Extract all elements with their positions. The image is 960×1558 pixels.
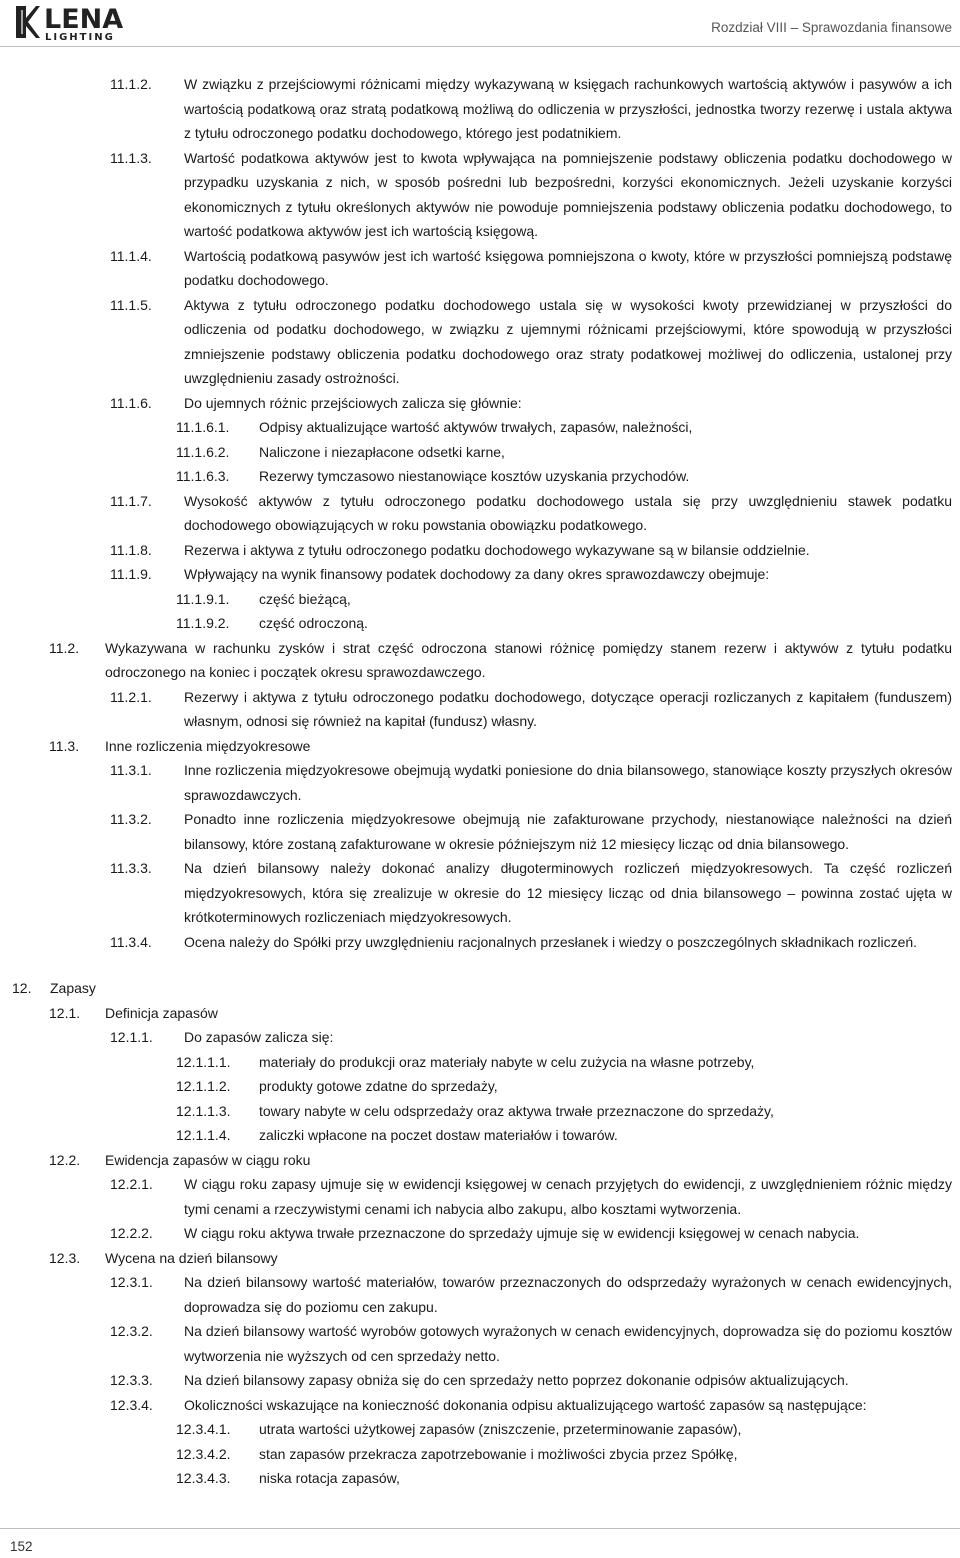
item-number: 11.3. <box>49 737 80 754</box>
item-text: stan zapasów przekracza zapotrzebowanie i możliwości zbycia przez Spółkę, <box>259 1445 738 1462</box>
item-number: 11.2.1. <box>110 688 152 705</box>
item-number: 11.1.6.3. <box>176 468 230 484</box>
item-text: W ciągu roku zapasy ujmuje się w ewidencji księgowej w cenach przyjętych do ewidencji, z uwzględnieniem różnic między tymi cenami a rzeczywistymi cenami ich nabycia albo zakupu, albo kosztami wytworzenia. <box>184 1176 952 1217</box>
item-number: 11.1.6.1. <box>176 419 230 435</box>
page-header <box>0 0 960 46</box>
item-number: 12.2. <box>49 1151 81 1168</box>
item-text: Wykazywana w rachunku zysków i strat część odroczona stanowi różnicę pomiędzy stanem rezerw i aktywów z tytułu podatku odroczonego na koniec i początek okresu sprawozdawczego. <box>105 639 952 680</box>
item-text: Rezerwa i aktywa z tytułu odroczonego podatku dochodowego wykazywane są w bilansie oddzielnie. <box>184 541 810 558</box>
item-text: Na dzień bilansowy zapasy obniża się do cen sprzedaży netto poprzez dokonanie odpisów aktualizujących. <box>184 1372 849 1388</box>
item-number: 11.1.5. <box>110 296 152 313</box>
item-text: Wartość podatkowa aktywów jest to kwota wpływająca na pomniejszenie podstawy obliczenia podatku dochodowego w przypadku uzyskania z nich, w sposób pośredni lub bezpośredni, korzyści ekonomicznych. Jeżeli uzyskanie korzyści ekonomicznych z tytułu określonych aktywów nie powoduje pomniejszenia podstawy obliczenia podatku dochodowego, to wartość podatkowa aktywów jest ich wartością księgową. <box>184 149 952 239</box>
item-text: W związku z przejściowymi różnicami między wykazywaną w księgach rachunkowych wartością aktywów i pasywów a ich wartością podatkową oraz stratą podatkową możliwą do odliczenia w przyszłości, jednostka tworzy rezerwę i ustala aktywa z tytułu odroczonego podatku dochodowego, którego jest podatnikiem. <box>184 76 952 141</box>
item-number: 12. <box>12 980 32 996</box>
item-number: 11.3.2. <box>110 811 152 827</box>
item-number: 12.3.1. <box>110 1274 153 1290</box>
list-item <box>0 562 960 587</box>
list-item <box>0 1148 960 1173</box>
item-text: zaliczki wpłacone na poczet dostaw materiałów i towarów. <box>259 1127 618 1143</box>
item-text: niska rotacja zapasów, <box>259 1470 400 1486</box>
item-number: 12.1.1. <box>110 1029 153 1045</box>
item-text: Wysokość aktywów z tytułu odroczonego podatku dochodowego ustala się przy uwzględnieniu stawek podatku dochodowego obowiązujących w roku powstania obowiązku podatkowego. <box>184 492 952 533</box>
list-item <box>0 930 960 955</box>
item-number: 12.1.1.3. <box>176 1102 231 1119</box>
list-item <box>0 734 960 759</box>
list-item <box>0 293 960 391</box>
item-number: 12.3.3. <box>110 1372 153 1388</box>
list-item <box>0 1466 960 1491</box>
svg-text:LENA: LENA <box>44 4 124 35</box>
item-number: 12.1.1.2. <box>176 1078 231 1094</box>
list-item <box>0 1442 960 1467</box>
item-text: Wpływający na wynik finansowy podatek dochodowy za dany okres sprawozdawczy obejmuje: <box>184 566 770 582</box>
item-number: 11.1.3. <box>110 149 152 166</box>
item-number: 12.3.4.2. <box>176 1445 231 1462</box>
footer-divider <box>46 1528 960 1529</box>
list-item <box>0 685 960 734</box>
list-item <box>0 538 960 563</box>
item-number: 11.3.4. <box>110 933 152 950</box>
document-body <box>0 72 960 1491</box>
item-number: 12.3.4. <box>110 1396 153 1413</box>
item-number: 11.1.7. <box>110 492 152 509</box>
list-item <box>0 1270 960 1319</box>
item-number: 12.3.4.1. <box>176 1421 231 1437</box>
item-text: utrata wartości użytkowej zapasów (zniszczenie, przeterminowanie zapasów), <box>259 1421 742 1437</box>
item-text: Odpisy aktualizujące wartość aktywów trwałych, zapasów, należności, <box>259 419 693 435</box>
item-text: Wartością podatkową pasywów jest ich wartość księgowa pomniejszona o kwoty, które w przyszłości pomniejszą podstawę podatku dochodowego. <box>184 247 952 288</box>
item-text: Wycena na dzień bilansowy <box>105 1249 278 1266</box>
list-item <box>0 1246 960 1271</box>
item-number: 11.3.1. <box>110 762 152 778</box>
item-number: 12.1. <box>49 1004 81 1021</box>
list-item <box>0 440 960 465</box>
chapter-title: Rozdział VIII – Sprawozdania finansowe <box>711 20 952 35</box>
item-number: 12.1.1.4. <box>176 1127 231 1143</box>
list-item <box>0 807 960 856</box>
item-text: Definicja zapasów <box>105 1004 218 1021</box>
list-item <box>0 1221 960 1246</box>
list-item <box>0 72 960 146</box>
section-gap <box>0 954 960 976</box>
item-text: Ocena należy do Spółki przy uwzględnieniu racjonalnych przesłanek i wiedzy o poszczególnych składnikach rozliczeń. <box>184 933 918 950</box>
item-number: 12.3.4.3. <box>176 1470 231 1486</box>
list-item <box>0 587 960 612</box>
item-number: 12.2.2. <box>110 1225 153 1241</box>
item-text: W ciągu roku aktywa trwałe przeznaczone do sprzedaży ujmuje się w ewidencji księgowej w cenach nabycia. <box>184 1225 860 1241</box>
list-item <box>0 1074 960 1099</box>
item-text: Okoliczności wskazujące na konieczność dokonania odpisu aktualizującego wartość zapasów są następujące: <box>184 1396 867 1413</box>
item-text: Na dzień bilansowy należy dokonać analizy długoterminowych rozliczeń międzyokresowych. Ta część rozliczeń międzyokresowych, która się zrealizuje w okresie do 12 miesięcy licząc od dnia bilansowego – powinna zostać ujęta w krótkoterminowych rozliczeniach międzyokresowych. <box>184 860 952 925</box>
list-item <box>0 1368 960 1393</box>
item-text: Na dzień bilansowy wartość wyrobów gotowych wyrażonych w cenach ewidencyjnych, doprowadza się do poziomu kosztów wytworzenia nie wyższych od cen sprzedaży netto. <box>184 1323 952 1364</box>
list-item <box>0 611 960 636</box>
item-number: 11.1.4. <box>110 247 152 264</box>
section-heading <box>0 976 960 1001</box>
item-text: Zapasy <box>50 980 96 996</box>
list-item <box>0 1417 960 1442</box>
item-number: 12.3. <box>49 1249 81 1266</box>
list-item <box>0 1123 960 1148</box>
item-number: 11.1.6.2. <box>176 443 230 460</box>
header-divider <box>0 46 960 47</box>
page-number: 152 <box>10 1539 33 1554</box>
item-text: Naliczone i niezapłacone odsetki karne, <box>259 443 505 460</box>
list-item <box>0 415 960 440</box>
item-text: Do zapasów zalicza się: <box>184 1029 334 1045</box>
lena-lighting-logo <box>14 2 138 42</box>
item-text: Aktywa z tytułu odroczonego podatku dochodowego ustala się w wysokości kwoty przewidzianej w przyszłości do odliczenia od podatku dochodowego, w związku z ujemnymi różnicami przejściowymi, które spowodują w przyszłości zmniejszenie podstawy obliczenia podatku dochodowego oraz straty podatkowej możliwej do odliczenia, ustalonej przy uwzględnieniu zasady ostrożności. <box>184 296 952 386</box>
list-item <box>0 489 960 538</box>
item-number: 11.1.6. <box>110 394 152 411</box>
item-text: Ponadto inne rozliczenia międzyokresowe obejmują nie zafakturowane przychody, niestanowiące należności na dzień bilansowy, które zostaną zafakturowane w okresie późniejszym niż 12 miesięcy licząc od dnia bilansowego. <box>184 811 952 852</box>
item-text: część odroczoną. <box>259 615 368 631</box>
list-item <box>0 1050 960 1075</box>
list-item <box>0 1393 960 1418</box>
list-item <box>0 244 960 293</box>
list-item <box>0 146 960 244</box>
list-item <box>0 1172 960 1221</box>
item-number: 12.2.1. <box>110 1176 153 1192</box>
list-item <box>0 391 960 416</box>
item-text: materiały do produkcji oraz materiały nabyte w celu zużycia na własne potrzeby, <box>259 1053 755 1070</box>
footer-divider-left <box>0 1528 46 1529</box>
item-number: 11.3.3. <box>110 860 152 876</box>
item-number: 12.1.1.1. <box>176 1053 231 1070</box>
item-text: towary nabyte w celu odsprzedaży oraz aktywa trwałe przeznaczone do sprzedaży, <box>259 1102 774 1119</box>
item-text: Do ujemnych różnic przejściowych zalicza się głównie: <box>184 394 522 411</box>
item-text: Ewidencja zapasów w ciągu roku <box>105 1151 311 1168</box>
item-number: 12.3.2. <box>110 1323 153 1339</box>
svg-text:LIGHTING: LIGHTING <box>45 32 115 42</box>
item-text: Rezerwy i aktywa z tytułu odroczonego podatku dochodowego, dotyczące operacji rozliczanych z kapitałem (funduszem) własnym, odnosi się również na kapitał (fundusz) własny. <box>184 688 952 729</box>
item-number: 11.1.9.1. <box>176 590 230 607</box>
list-item <box>0 636 960 685</box>
item-number: 11.2. <box>49 639 80 656</box>
item-text: produkty gotowe zdatne do sprzedaży, <box>259 1078 498 1094</box>
item-text: Inne rozliczenia międzyokresowe obejmują wydatki poniesione do dnia bilansowego, stanowiące koszty przyszłych okresów sprawozdawczych. <box>184 762 952 803</box>
list-item <box>0 1099 960 1124</box>
item-number: 11.1.9.2. <box>176 615 230 631</box>
item-number: 11.1.8. <box>110 541 152 558</box>
list-item <box>0 1319 960 1368</box>
list-item <box>0 1025 960 1050</box>
item-number: 11.1.2. <box>110 76 152 92</box>
list-item <box>0 464 960 489</box>
item-number: 11.1.9. <box>110 566 152 582</box>
list-item <box>0 758 960 807</box>
item-text: Na dzień bilansowy wartość materiałów, towarów przeznaczonych do odsprzedaży wyrażonych w cenach ewidencyjnych, doprowadza się do poziomu cen zakupu. <box>184 1274 952 1315</box>
list-item <box>0 1001 960 1026</box>
list-item <box>0 856 960 930</box>
item-text: część bieżącą, <box>259 590 351 607</box>
item-text: Inne rozliczenia międzyokresowe <box>105 737 311 754</box>
item-text: Rezerwy tymczasowo niestanowiące kosztów uzyskania przychodów. <box>259 468 690 484</box>
